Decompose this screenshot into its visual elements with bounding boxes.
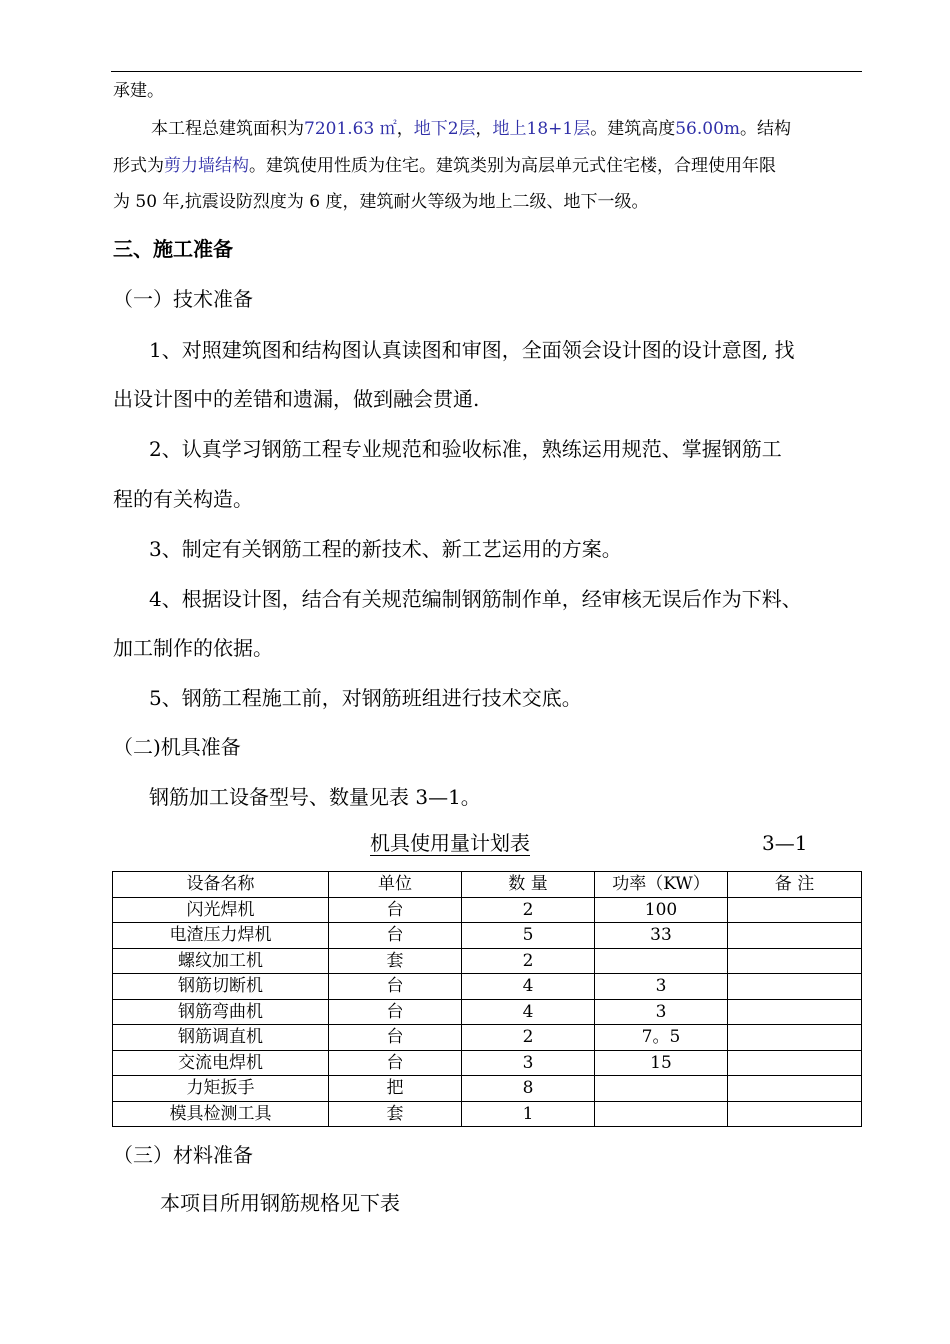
tech-item-2b: 程的有关构造。 [113,487,253,511]
table-cell [728,1076,862,1102]
tech-item-5: 5、钢筋工程施工前，对钢筋班组进行技术交底。 [149,686,582,710]
tech-item-1b: 出设计图中的差错和遗漏，做到融会贯通. [113,387,480,411]
tech-item-2a: 2、认真学习钢筋工程专业规范和验收标准，熟练运用规范、掌握钢筋工 [149,437,782,461]
machine-title: （二)机具准备 [113,735,241,759]
table-row [113,974,862,1000]
table-cell: 33 [595,923,728,949]
table-cell: 3 [462,1050,595,1076]
table-cell: 4 [462,974,595,1000]
tech-item-4b: 加工制作的依据。 [113,636,273,660]
header-cell: 功率（KW） [595,872,728,898]
table-row [113,948,862,974]
table-cell: 电渣压力焊机 [113,923,329,949]
table-cell [728,948,862,974]
table-cell: 台 [329,1050,462,1076]
table-caption: 机具使用量计划表 [370,831,530,855]
table-row [113,1025,862,1051]
material-intro: 本项目所用钢筋规格见下表 [160,1191,400,1215]
above-floors: 地上18+1层 [492,119,591,139]
table-cell [728,1025,862,1051]
intro-line-0: 承建。 [113,81,164,101]
table-row [113,999,862,1025]
header-cell: 备 注 [728,872,862,898]
tech-item-1a: 1、对照建筑图和结构图认真读图和审图，全面领会设计图的设计意图, 找 [149,338,795,362]
table-cell: 台 [329,999,462,1025]
table-cell: 5 [462,923,595,949]
intro-line-3: 为 50 年,抗震设防烈度为 6 度，建筑耐火等级为地上二级、地下一级。 [113,192,649,212]
table-cell: 台 [329,923,462,949]
section-heading: 三、施工准备 [113,237,233,261]
table-cell: 4 [462,999,595,1025]
table-cell [728,897,862,923]
header-cell: 单位 [329,872,462,898]
table-cell: 台 [329,897,462,923]
structure-type: 剪力墙结构 [164,156,249,176]
table-cell [728,923,862,949]
table-cell: 100 [595,897,728,923]
header-cell: 数 量 [462,872,595,898]
table-cell: 2 [462,948,595,974]
table-cell: 力矩扳手 [113,1076,329,1102]
area-value: 7201.63 ㎡ [304,119,397,139]
table-cell: 套 [329,948,462,974]
table-cell [728,999,862,1025]
table-cell: 交流电焊机 [113,1050,329,1076]
table-cell: 台 [329,1025,462,1051]
table-cell [728,1101,862,1127]
table-cell: 7。5 [595,1025,728,1051]
height-value: 56.00m [675,119,741,139]
table-header-row [113,872,862,898]
header-rule [111,71,862,72]
table-cell: 钢筋弯曲机 [113,999,329,1025]
table-cell: 钢筋切断机 [113,974,329,1000]
table-cell: 15 [595,1050,728,1076]
table-cell: 3 [595,974,728,1000]
table-cell: 3 [595,999,728,1025]
table-number: 3—1 [762,831,808,855]
tech-title: （一）技术准备 [113,287,253,311]
table-cell: 闪光焊机 [113,897,329,923]
table-cell [728,1050,862,1076]
table-cell [728,974,862,1000]
table-cell: 台 [329,974,462,1000]
tech-item-3: 3、制定有关钢筋工程的新技术、新工艺运用的方案。 [149,537,622,561]
machine-intro: 钢筋加工设备型号、数量见表 3—1。 [149,785,481,809]
table-cell: 8 [462,1076,595,1102]
table-cell: 2 [462,1025,595,1051]
table-cell [595,948,728,974]
table-row [113,1076,862,1102]
table-cell: 钢筋调直机 [113,1025,329,1051]
intro-line-1: 本工程总建筑面积为7201.63 ㎡，地下2层，地上18+1层。建筑高度56.00m。结构 [151,119,792,139]
table-row [113,923,862,949]
table-cell [595,1076,728,1102]
table-cell: 把 [329,1076,462,1102]
table-cell [595,1101,728,1127]
table-row [113,897,862,923]
table-row [113,1101,862,1127]
underground-floors: 地下2层 [413,119,476,139]
table-row [113,1050,862,1076]
equipment-table [112,871,862,1127]
table-cell: 2 [462,897,595,923]
material-title: （三）材料准备 [113,1143,253,1167]
table-cell: 螺纹加工机 [113,948,329,974]
table-cell: 1 [462,1101,595,1127]
table-cell: 模具检测工具 [113,1101,329,1127]
intro-line-2: 形式为剪力墙结构。建筑使用性质为住宅。建筑类别为高层单元式住宅楼，合理使用年限 [113,156,776,176]
table-cell: 套 [329,1101,462,1127]
tech-item-4a: 4、根据设计图，结合有关规范编制钢筋制作单，经审核无误后作为下料、 [149,587,802,611]
header-cell: 设备名称 [113,872,329,898]
